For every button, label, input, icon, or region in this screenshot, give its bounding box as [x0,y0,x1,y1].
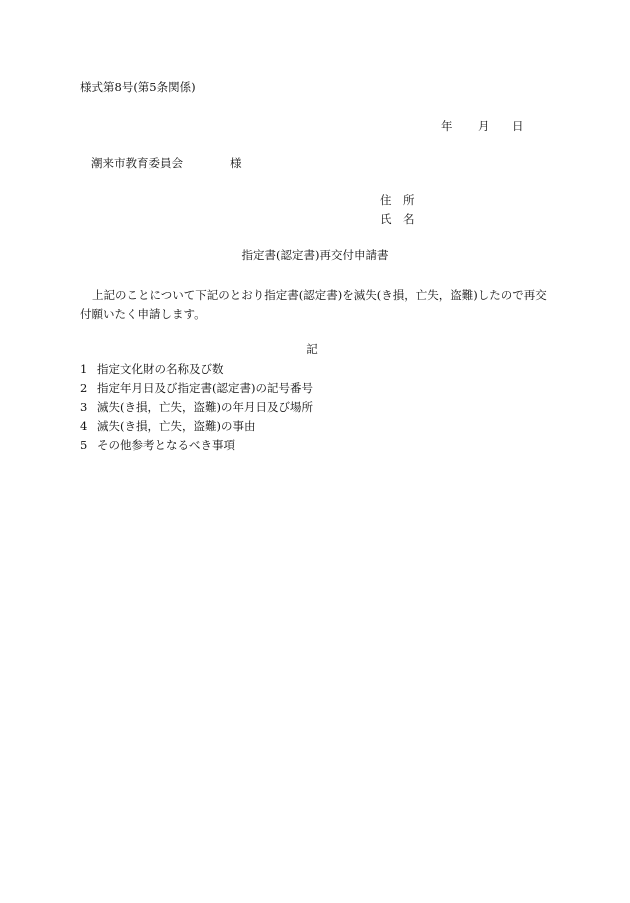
item-text: 指定文化財の名称及び数 [97,362,224,376]
list-item [80,379,313,398]
item-text: 滅失(き損，亡失，盗難)の年月日及び場所 [97,400,313,414]
list-item [80,436,313,455]
item-number: 4 [80,419,88,433]
date-month-label: 月 [478,119,490,133]
address-label: 住 所 [380,193,415,207]
list-item [80,398,313,417]
date-year-label: 年 [441,119,453,133]
form-number: 様式第8号(第5条関係) [80,80,196,94]
item-number: 3 [80,400,88,414]
note-heading: 記 [306,342,318,356]
item-number: 5 [80,438,88,452]
list-item [80,417,313,436]
name-label: 氏 名 [380,212,415,226]
addressee: 潮来市教育委員会 [91,156,183,170]
item-text: その他参考となるべき事項 [97,438,235,452]
item-list [80,360,313,455]
item-number: 2 [80,381,88,395]
body-paragraph: 上記のことについて下記のとおり指定書(認定書)を滅失(き損，亡失，盗難)したので再交付願いたく申請します。 [80,288,547,321]
honorific: 様 [230,156,242,170]
item-text: 滅失(き損，亡失，盗難)の事由 [97,419,256,433]
list-item [80,360,313,379]
item-text: 指定年月日及び指定書(認定書)の記号番号 [97,381,313,395]
date-day-label: 日 [512,119,524,133]
item-number: 1 [80,362,88,376]
document-title: 指定書(認定書)再交付申請書 [241,248,389,262]
